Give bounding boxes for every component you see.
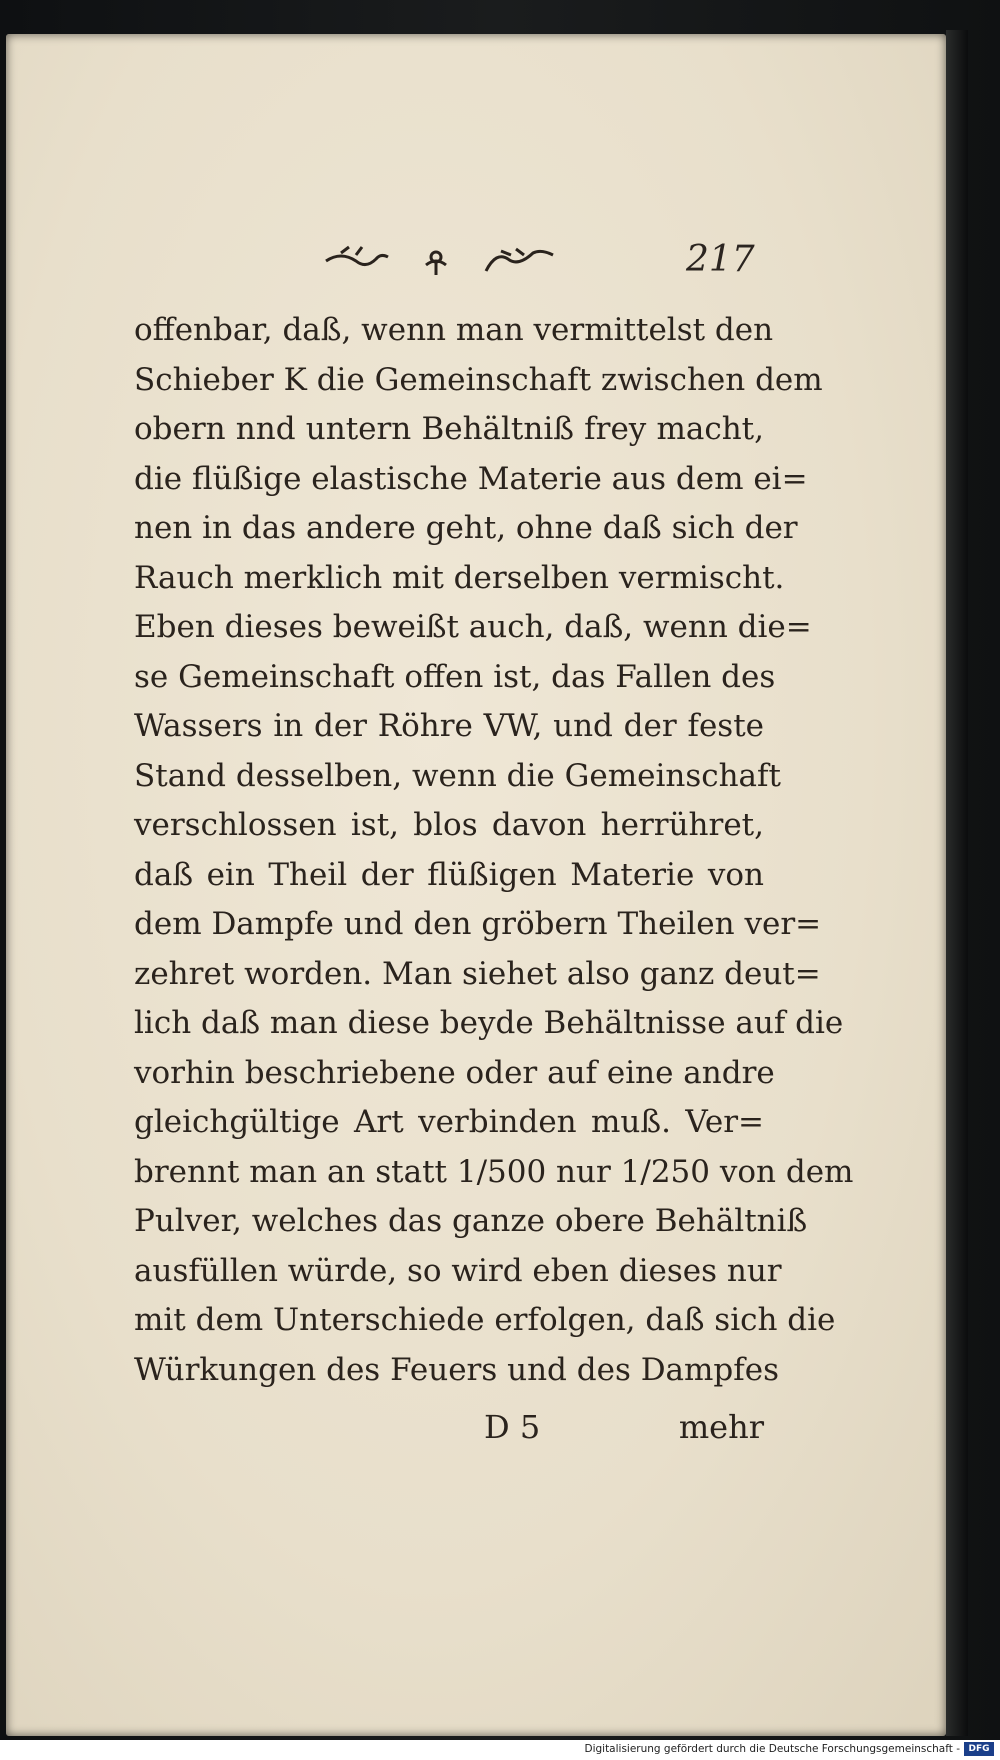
- body-text: [134, 306, 854, 1395]
- page-number: 217: [686, 239, 755, 280]
- text-line: lich daß man diese beyde Behältnisse auf die: [134, 1005, 844, 1041]
- text-line: offenbar, daß, wenn man vermittelst den: [134, 312, 774, 348]
- text-line: Wassers in der Röhre VW, und der feste: [134, 708, 764, 744]
- book-page: [6, 34, 946, 1736]
- text-line: vorhin beschriebene oder auf eine andre: [134, 1054, 775, 1091]
- text-line: Rauch merklich mit derselben vermischt.: [134, 559, 785, 596]
- page-edge: [946, 30, 968, 1736]
- text-line: Würkungen des Feuers und des Dampfes: [134, 1351, 780, 1388]
- dfg-logo: DFG: [964, 1742, 994, 1756]
- text-line: verschlossen ist, blos davon herrühret,: [134, 807, 764, 843]
- text-line: ausfüllen würde, so wird eben dieses nur: [134, 1252, 782, 1289]
- text-line: Pulver, welches das ganze obere Behältniß: [134, 1203, 808, 1239]
- text-line: se Gemeinschaft offen ist, das Fallen des: [134, 658, 776, 695]
- text-line: dem Dampfe und den gröbern Theilen ver=: [134, 906, 822, 942]
- text-line: obern nnd untern Behältniß frey macht,: [134, 411, 764, 447]
- text-line: gleichgültige Art verbinden muß. Ver=: [134, 1104, 764, 1140]
- catchword: mehr: [678, 1408, 764, 1446]
- text-line: brennt man an statt 1/500 nur 1/250 von dem: [134, 1153, 854, 1190]
- text-line: Schieber K die Gemeinschaft zwischen dem: [134, 361, 823, 398]
- text-line: daß ein Theil der flüßigen Materie von: [134, 856, 764, 893]
- text-line: Stand desselben, wenn die Gemeinschaft: [134, 757, 781, 794]
- text-line: Eben dieses beweißt auch, daß, wenn die=: [134, 609, 812, 645]
- text-line: nen in das andere geht, ohne daß sich der: [134, 510, 798, 546]
- ornament-icon: [316, 241, 566, 281]
- text-line: mit dem Unterschiede erfolgen, daß sich die: [134, 1302, 836, 1338]
- text-line: die flüßige elastische Materie aus dem ei=: [134, 460, 808, 497]
- page-header: [6, 239, 946, 289]
- signature-line: [134, 1404, 764, 1454]
- signature-mark: D 5: [484, 1408, 541, 1446]
- text-line: zehret worden. Man siehet also ganz deut=: [134, 955, 821, 992]
- credit-text: Digitalisierung gefördert durch die Deutsche Forschungsgemeinschaft -: [584, 1743, 960, 1755]
